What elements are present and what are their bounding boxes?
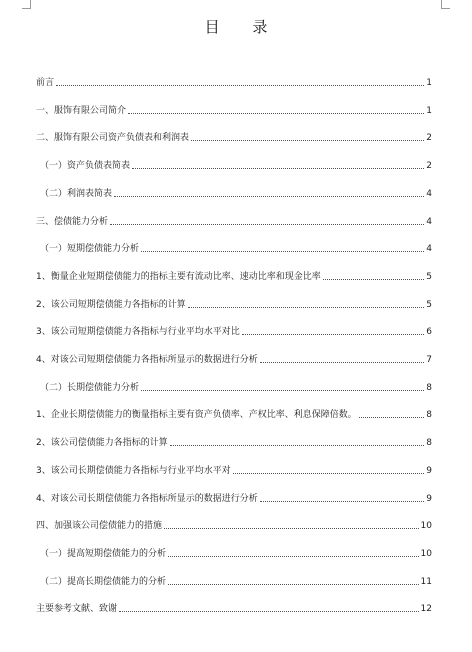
toc-dot-leader [323, 279, 425, 280]
toc-dot-leader [132, 168, 424, 169]
toc-dot-leader [141, 390, 424, 391]
toc-page-number: 7 [426, 355, 432, 365]
toc-dot-leader [141, 251, 424, 252]
toc-title: 目 录 [204, 18, 282, 36]
toc-page-number: 4 [426, 188, 432, 199]
toc-entry[interactable] [36, 324, 432, 338]
toc-entry[interactable] [36, 435, 432, 449]
toc-entry[interactable] [36, 407, 432, 421]
toc-entry[interactable] [36, 491, 432, 505]
toc-entry[interactable] [36, 130, 432, 144]
toc-page-number: 4 [426, 216, 432, 227]
toc-entry-label: （二）长期偿债能力分析 [40, 382, 140, 393]
toc-entry-label: 4、对该公司短期偿债能力各指标所显示的数据进行分析 [36, 355, 258, 365]
toc-dot-leader [168, 556, 419, 557]
toc-page-number: 10 [420, 548, 432, 559]
toc-dot-leader [260, 501, 425, 502]
toc-entry-label: （二）利润表简表 [40, 188, 113, 199]
toc-entry[interactable] [36, 574, 432, 588]
toc-entry[interactable] [36, 186, 432, 200]
toc-entry-label: （一）资产负债表简表 [40, 161, 131, 172]
toc-dot-leader [110, 224, 424, 225]
toc-entry[interactable] [36, 297, 432, 311]
toc-entry[interactable] [36, 546, 432, 560]
toc-entry[interactable] [36, 75, 432, 89]
toc-entry-label: 1、衡量企业短期偿债能力的指标主要有流动比率、速动比率和现金比率 [36, 271, 321, 282]
toc-page-number: 8 [426, 410, 432, 421]
toc-page-number: 4 [426, 244, 432, 255]
toc-page-number: 2 [426, 133, 432, 144]
page-corner-mark-right [441, 0, 450, 9]
toc-dot-leader [359, 417, 425, 418]
toc-dot-leader [191, 140, 424, 141]
toc-entry[interactable] [36, 463, 432, 477]
toc-entry[interactable] [36, 214, 432, 228]
toc-entry-label: （一）短期偿债能力分析 [40, 244, 140, 255]
toc-entry-label: 3、该公司长期偿债能力各指标与行业平均水平对 [36, 465, 231, 476]
toc-entry[interactable] [36, 380, 432, 394]
toc-page-number: 12 [420, 604, 432, 615]
toc-page-number: 5 [426, 271, 432, 282]
toc-entry-label: （一）提高短期偿债能力的分析 [40, 548, 167, 559]
toc-entry-label: 4、对该公司长期偿债能力各指标所显示的数据进行分析 [36, 493, 258, 504]
toc-entry-label: 三、偿债能力分析 [36, 216, 109, 227]
toc-entry-label: 主要参考文献、致谢 [36, 604, 118, 615]
toc-page-number: 10 [420, 521, 432, 532]
toc-entry-label: 3、该公司短期偿债能力各指标与行业平均水平对比 [36, 327, 240, 338]
toc-entry[interactable] [36, 158, 432, 172]
toc-dot-leader [128, 113, 424, 114]
toc-dot-leader [168, 584, 419, 585]
toc-page-number: 8 [426, 382, 432, 393]
toc-entry-label: 一、服饰有限公司简介 [36, 105, 127, 116]
toc-page-number: 1 [426, 105, 432, 116]
toc-entry-label: 1、企业长期偿债能力的衡量指标主要有资产负债率、产权比率、利息保障倍数。 [36, 410, 357, 421]
toc-page-number: 6 [426, 327, 432, 338]
toc-entry[interactable] [36, 518, 432, 532]
toc-dot-leader [56, 85, 424, 86]
toc-entry-label: （二）提高长期偿债能力的分析 [40, 576, 167, 587]
toc-page-number: 11 [420, 576, 432, 587]
toc-page-number: 2 [426, 161, 432, 172]
toc-dot-leader [233, 473, 425, 474]
toc-page-number: 1 [426, 78, 432, 88]
toc-page-number: 9 [426, 493, 432, 504]
toc-page-number: 9 [426, 465, 432, 476]
toc-entry[interactable] [36, 352, 432, 366]
toc-entry[interactable] [36, 269, 432, 283]
toc-entry-label: 2、该公司短期偿债能力各指标的计算 [36, 299, 186, 310]
toc-dot-leader [242, 334, 425, 335]
toc-page-number: 5 [426, 299, 432, 310]
toc-dot-leader [164, 528, 419, 529]
toc-dot-leader [170, 445, 425, 446]
toc-entry-label: 2、该公司偿债能力各指标的计算 [36, 438, 168, 449]
toc-entry[interactable] [36, 103, 432, 117]
toc-page-number: 8 [426, 438, 432, 449]
toc-entry-label: 前言 [36, 78, 55, 88]
toc-dot-leader [260, 362, 425, 363]
toc-dot-leader [119, 611, 419, 612]
toc-entry[interactable] [36, 241, 432, 255]
toc-dot-leader [188, 307, 425, 308]
page-corner-mark-left [22, 0, 31, 9]
toc-dot-leader [114, 196, 424, 197]
toc-entry-label: 二、服饰有限公司资产负债表和利润表 [36, 133, 190, 144]
toc-entry-label: 四、加强该公司偿债能力的措施 [36, 521, 163, 532]
toc-entry[interactable] [36, 601, 432, 615]
